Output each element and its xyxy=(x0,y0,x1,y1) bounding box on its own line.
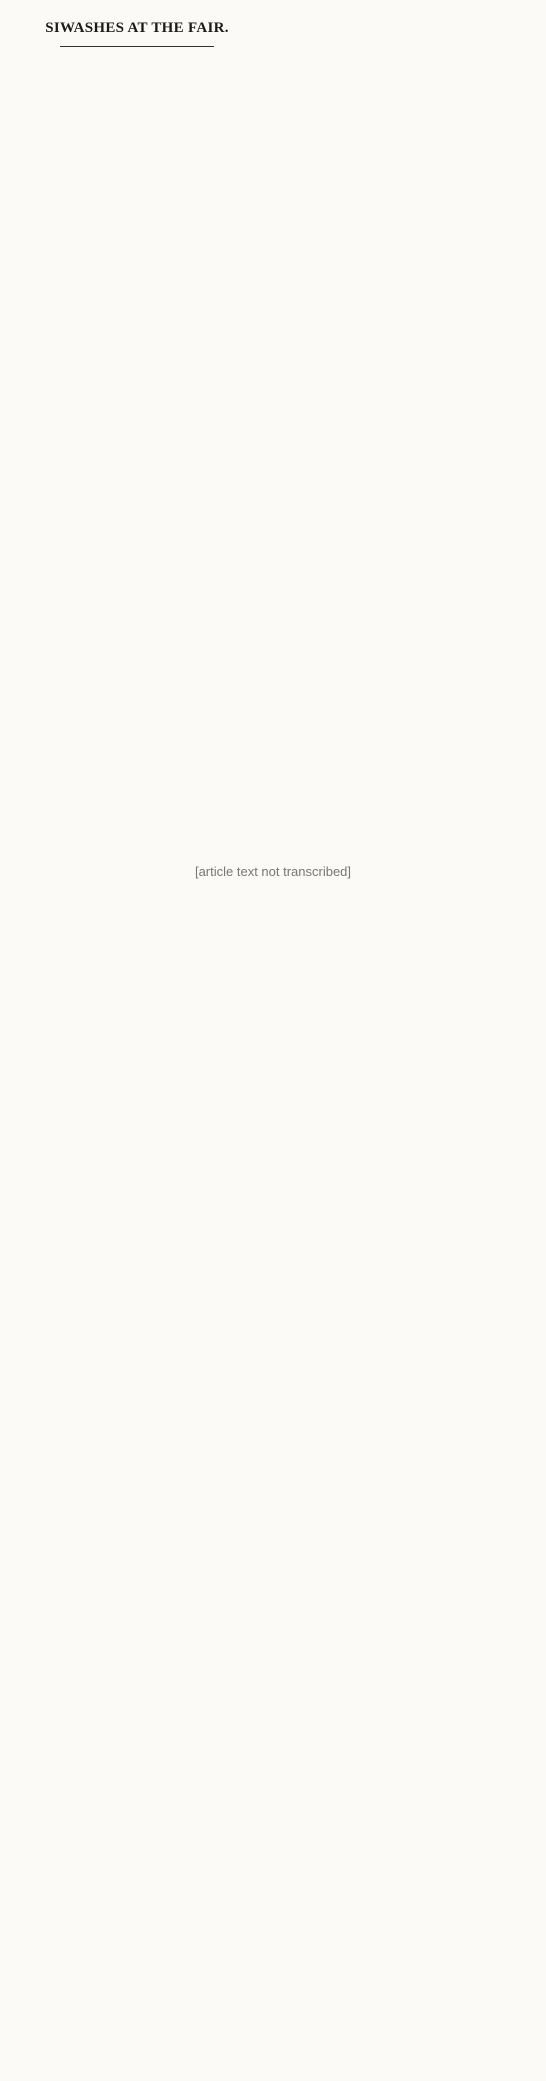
article-title: SIWASHES AT THE FAIR. xyxy=(45,20,229,36)
article-body xyxy=(0,60,546,2069)
title-rule xyxy=(60,46,214,47)
placeholder-note: [article text not transcribed] xyxy=(194,863,352,879)
